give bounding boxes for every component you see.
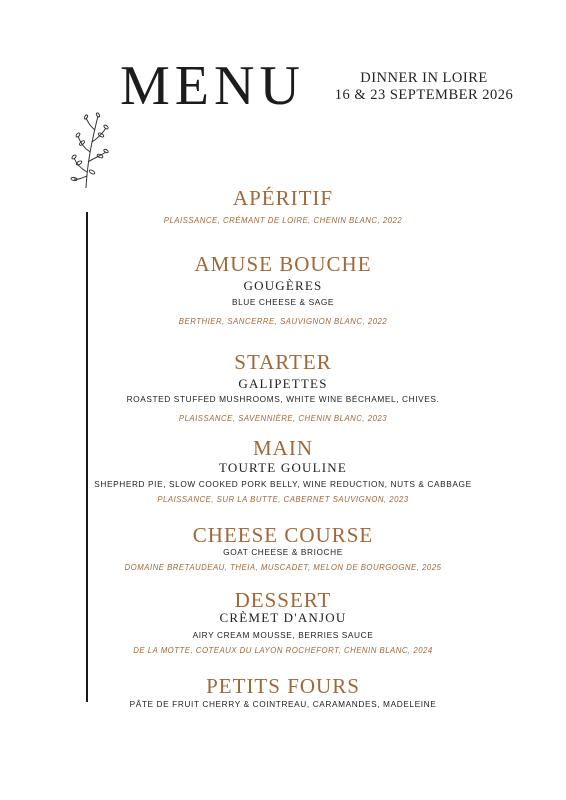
course-amuse-bouche-description: BLUE CHEESE & SAGE [231, 297, 335, 307]
course-amuse-bouche-title: AMUSE BOUCHE [194, 252, 372, 276]
course-main-wine: PLAISSANCE, SUR LA BUTTE, CABERNET SAUVIGNON, 2023 [157, 495, 409, 504]
course-cheese-description: GOAT CHEESE & BRIOCHE [223, 547, 343, 557]
course-amuse-bouche-wine: BERTHIER, SANCERRE, SAUVIGNON BLANC, 2022 [178, 317, 388, 326]
course-cheese-title: CHEESE COURSE [192, 523, 374, 547]
course-dessert-wine: DE LA MOTTE, COTEAUX DU LAYON ROCHEFORT, CHENIN BLANC, 2024 [133, 646, 433, 655]
event-info [332, 70, 516, 104]
course-starter-description: ROASTED STUFFED MUSHROOMS, WHITE WINE BÉCHAMEL, CHIVES. [126, 394, 440, 404]
course-aperitif-title: APÉRITIF [232, 186, 334, 210]
course-main-dish: TOURTE GOULINE [218, 460, 348, 475]
course-petits-fours-description: PÂTE DE FRUIT CHERRY & COINTREAU, CARAMANDES, MADELEINE [129, 699, 437, 709]
course-main-title: MAIN [253, 436, 313, 460]
course-starter-dish: GALIPETTES [238, 376, 328, 391]
page-title: MENU [120, 55, 305, 117]
course-starter-wine: PLAISSANCE, SAVENNIÈRE, CHENIN BLANC, 2023 [178, 414, 388, 423]
course-dessert-title: DESSERT [234, 588, 332, 612]
course-starter-title: STARTER [234, 350, 332, 374]
leaf-sprig-icon [66, 108, 116, 190]
course-petits-fours-title: PETITS FOURS [206, 674, 360, 698]
course-main-description: SHEPHERD PIE, SLOW COOKED PORK BELLY, WINE REDUCTION, NUTS & CABBAGE [94, 479, 472, 489]
course-cheese-wine: DOMAINE BRETAUDEAU, THEIA, MUSCADET, MELON DE BOURGOGNE, 2025 [124, 563, 442, 572]
course-amuse-bouche-dish: GOUGÈRES [243, 278, 323, 293]
course-dessert-description: AIRY CREAM MOUSSE, BERRIES SAUCE [192, 630, 374, 640]
event-dates: 16 & 23 SEPTEMBER 2026 [334, 87, 514, 103]
event-name: DINNER IN LOIRE [360, 70, 488, 86]
course-dessert-dish: CRÈMET D'ANJOU [219, 610, 347, 625]
course-aperitif-wine: PLAISSANCE, CRÉMANT DE LOIRE, CHENIN BLANC, 2022 [163, 216, 403, 225]
